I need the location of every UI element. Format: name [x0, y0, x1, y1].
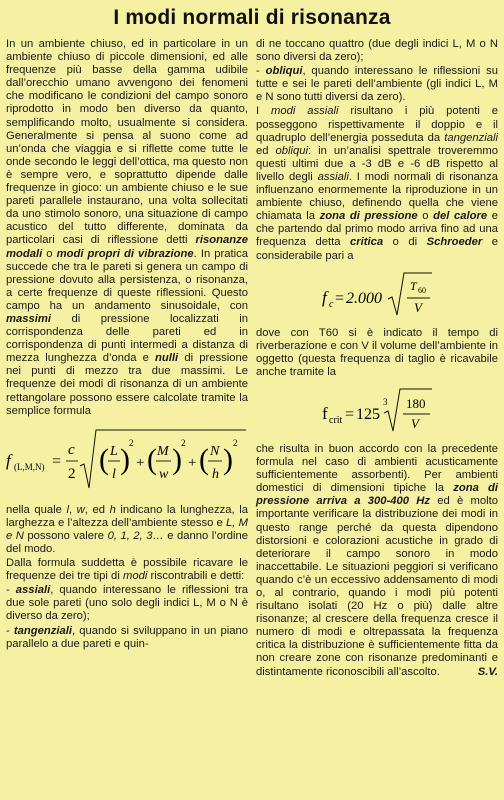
svg-text:180: 180 [406, 395, 426, 411]
svg-text:f: f [322, 287, 327, 307]
svg-text:=: = [345, 405, 355, 423]
svg-text:125: 125 [356, 405, 380, 423]
svg-text:=: = [335, 289, 345, 307]
columns [6, 38, 498, 679]
right-column [256, 38, 498, 679]
paragraph-intro: In un ambiente chiuso, ed in particolare in un ambiente chiuso di piccole dimensioni, ed alle frequenze più basse della gamma udibile dall’orecchio umano avvengono dei fenomeni che modificano le condizioni del campo sonoro riprodotto in modo ben diverso da quanto, semplificando molto, usualmente si considera. Generalmente si pensa al suono come ad un’onda che viaggia e si riflette come tutte le onde secondo le leggi dell’ottica, ma questo non è sempre vero, e soprattutto dipende dalle frequenze in gioco: un ambiente chiuso e le sue pareti parallele instaurano, una volta sollecitati da uno stimolo sonoro, una situazione di campo acustico del tutto differente, dominata da particolari casi di riflessione detti risonanze modali o modi propri di vibrazione. In pratica succede che tra le pareti si genera un campo di pressione dovuto alla persistenza, o risonanza, a certe frequenze di queste riflessioni. Questo campo ha un andamento sinusoidale, con massimi di pressione localizzati in corrispondenza delle pareti ed in corrispondenza di punti intermedi a distanza di mezza lunghezza d’onda e nulli di pressione nei punti di mezzo tra due massimi. Le frequenze dei modi di risonanza di un ambiente rettangolare possono essere calcolate tramite la semplice formula [6, 38, 248, 417]
svg-text:f: f [6, 450, 11, 470]
author-signature: S.V. [477, 665, 498, 678]
paragraph-conclusion: che risulta in buon accordo con la precedente formula nel caso di ambienti acusticamente sufficientemente assorbenti). Per ambienti domestici di dimensioni tipiche la zona di pressione arriva a 300-400 Hz ed è molto importante verificare la distribuzione dei modi in questo range perché da questa dipendono distorsioni e colorazioni acustiche in grado di deteriorare il campo sonoro in modo inaccettabile. Le situazioni peggiori si verificano quando c’è un eccessivo addensamento di modi o, al contrario, quando i modi più potenti risultano isolati (20 Hz o più) dalle altre risonanze; al crescere della frequenza cresce il numero di modi e oltrepassata la frequenza critica la distribuzione è sufficientemente fitta da non creare zone con risonanze predominanti e distintamente riconoscibili all’ascolto. S.V. [256, 442, 498, 678]
article-title: I modi normali di risonanza [113, 6, 391, 29]
svg-text:2.000: 2.000 [346, 289, 382, 307]
svg-text:2: 2 [181, 437, 186, 448]
mode-frequency-formula [6, 426, 248, 496]
svg-text:N: N [210, 443, 220, 459]
paragraph-mode-types: Dalla formula suddetta è possibile ricavare le frequenze dei tre tipi di modi riscontrabili e detti: [6, 557, 248, 583]
svg-text:3: 3 [383, 396, 388, 407]
critical-frequency-formula [256, 267, 498, 321]
svg-text:V: V [411, 415, 419, 431]
svg-text:=: = [52, 452, 62, 470]
svg-text:60: 60 [418, 285, 426, 295]
svg-text:l: l [112, 466, 116, 482]
paragraph-energy: I modi assiali risultano i più potenti e posseggono rispettivamente il doppio e il quadruplo dell’energia posseduta da tangenziali ed obliqui: in un’analisi spettrale troveremmo questi ultimi due a -3 dB e -6 dB rispetto al livello degli assiali. I modi normali di risonanza influenzano enormemente la riproduzione in un ambiente chiuso, definendo quella che viene chiamata la zona di pressione o del calore e che partendo dal primo modo arriva fino ad una frequenza detta critica o di Schroeder e considerabile pari a [256, 105, 499, 262]
svg-text:+: + [136, 454, 145, 471]
list-item-tangenziali: - tangenziali, quando si sviluppano in un piano parallelo a due pareti e quin- [6, 624, 248, 650]
svg-text:(: ( [199, 442, 209, 476]
list-item-assiali: - assiali, quando interessano le riflessioni tra due sole pareti (uno solo degli indici L, M o N è diverso da zero); [6, 584, 249, 623]
svg-text:(: ( [99, 442, 109, 476]
svg-text:+: + [188, 454, 197, 471]
svg-text:L: L [110, 443, 118, 459]
svg-text:2: 2 [68, 465, 76, 482]
list-item-tangenziali-cont: di ne toccano quattro (due degli indici L, M o N sono diversi da zero); [256, 38, 498, 64]
svg-text:T: T [410, 278, 417, 293]
paragraph-t60: dove con T60 si è indicato il tempo di riverberazione e con V il volume dell’ambiente in oggetto (questa frequenza di taglio è ricavabile anche tramite la [256, 326, 498, 378]
svg-text:crit: crit [329, 414, 343, 426]
svg-text:): ) [120, 442, 130, 476]
paragraph-dimensions: nella quale l, w, ed h indicano la lunghezza, la larghezza e l’altezza dell’ambiente stesso e L, M e N possono valere 0, 1, 2, 3… e danno l’ordine del modo. [6, 503, 248, 555]
svg-text:c: c [329, 298, 334, 310]
svg-text:(L,M,N): (L,M,N) [14, 461, 45, 472]
svg-text:f: f [322, 403, 328, 423]
svg-text:h: h [212, 466, 219, 482]
svg-text:): ) [172, 442, 182, 476]
svg-text:2: 2 [129, 437, 134, 448]
svg-text:): ) [223, 442, 233, 476]
svg-text:w: w [159, 466, 169, 482]
left-column [6, 38, 248, 679]
fcrit-formula [256, 383, 498, 437]
svg-text:2: 2 [233, 437, 238, 448]
svg-text:M: M [157, 443, 169, 459]
list-item-obliqui: - obliqui, quando interessano le riflessioni su tutte e sei le pareti dell’ambiente (gli indici L, M e N sono tutti diversi da zero). [256, 65, 499, 104]
svg-text:(: ( [147, 442, 157, 476]
svg-text:c: c [68, 441, 75, 458]
svg-text:V: V [414, 299, 422, 315]
